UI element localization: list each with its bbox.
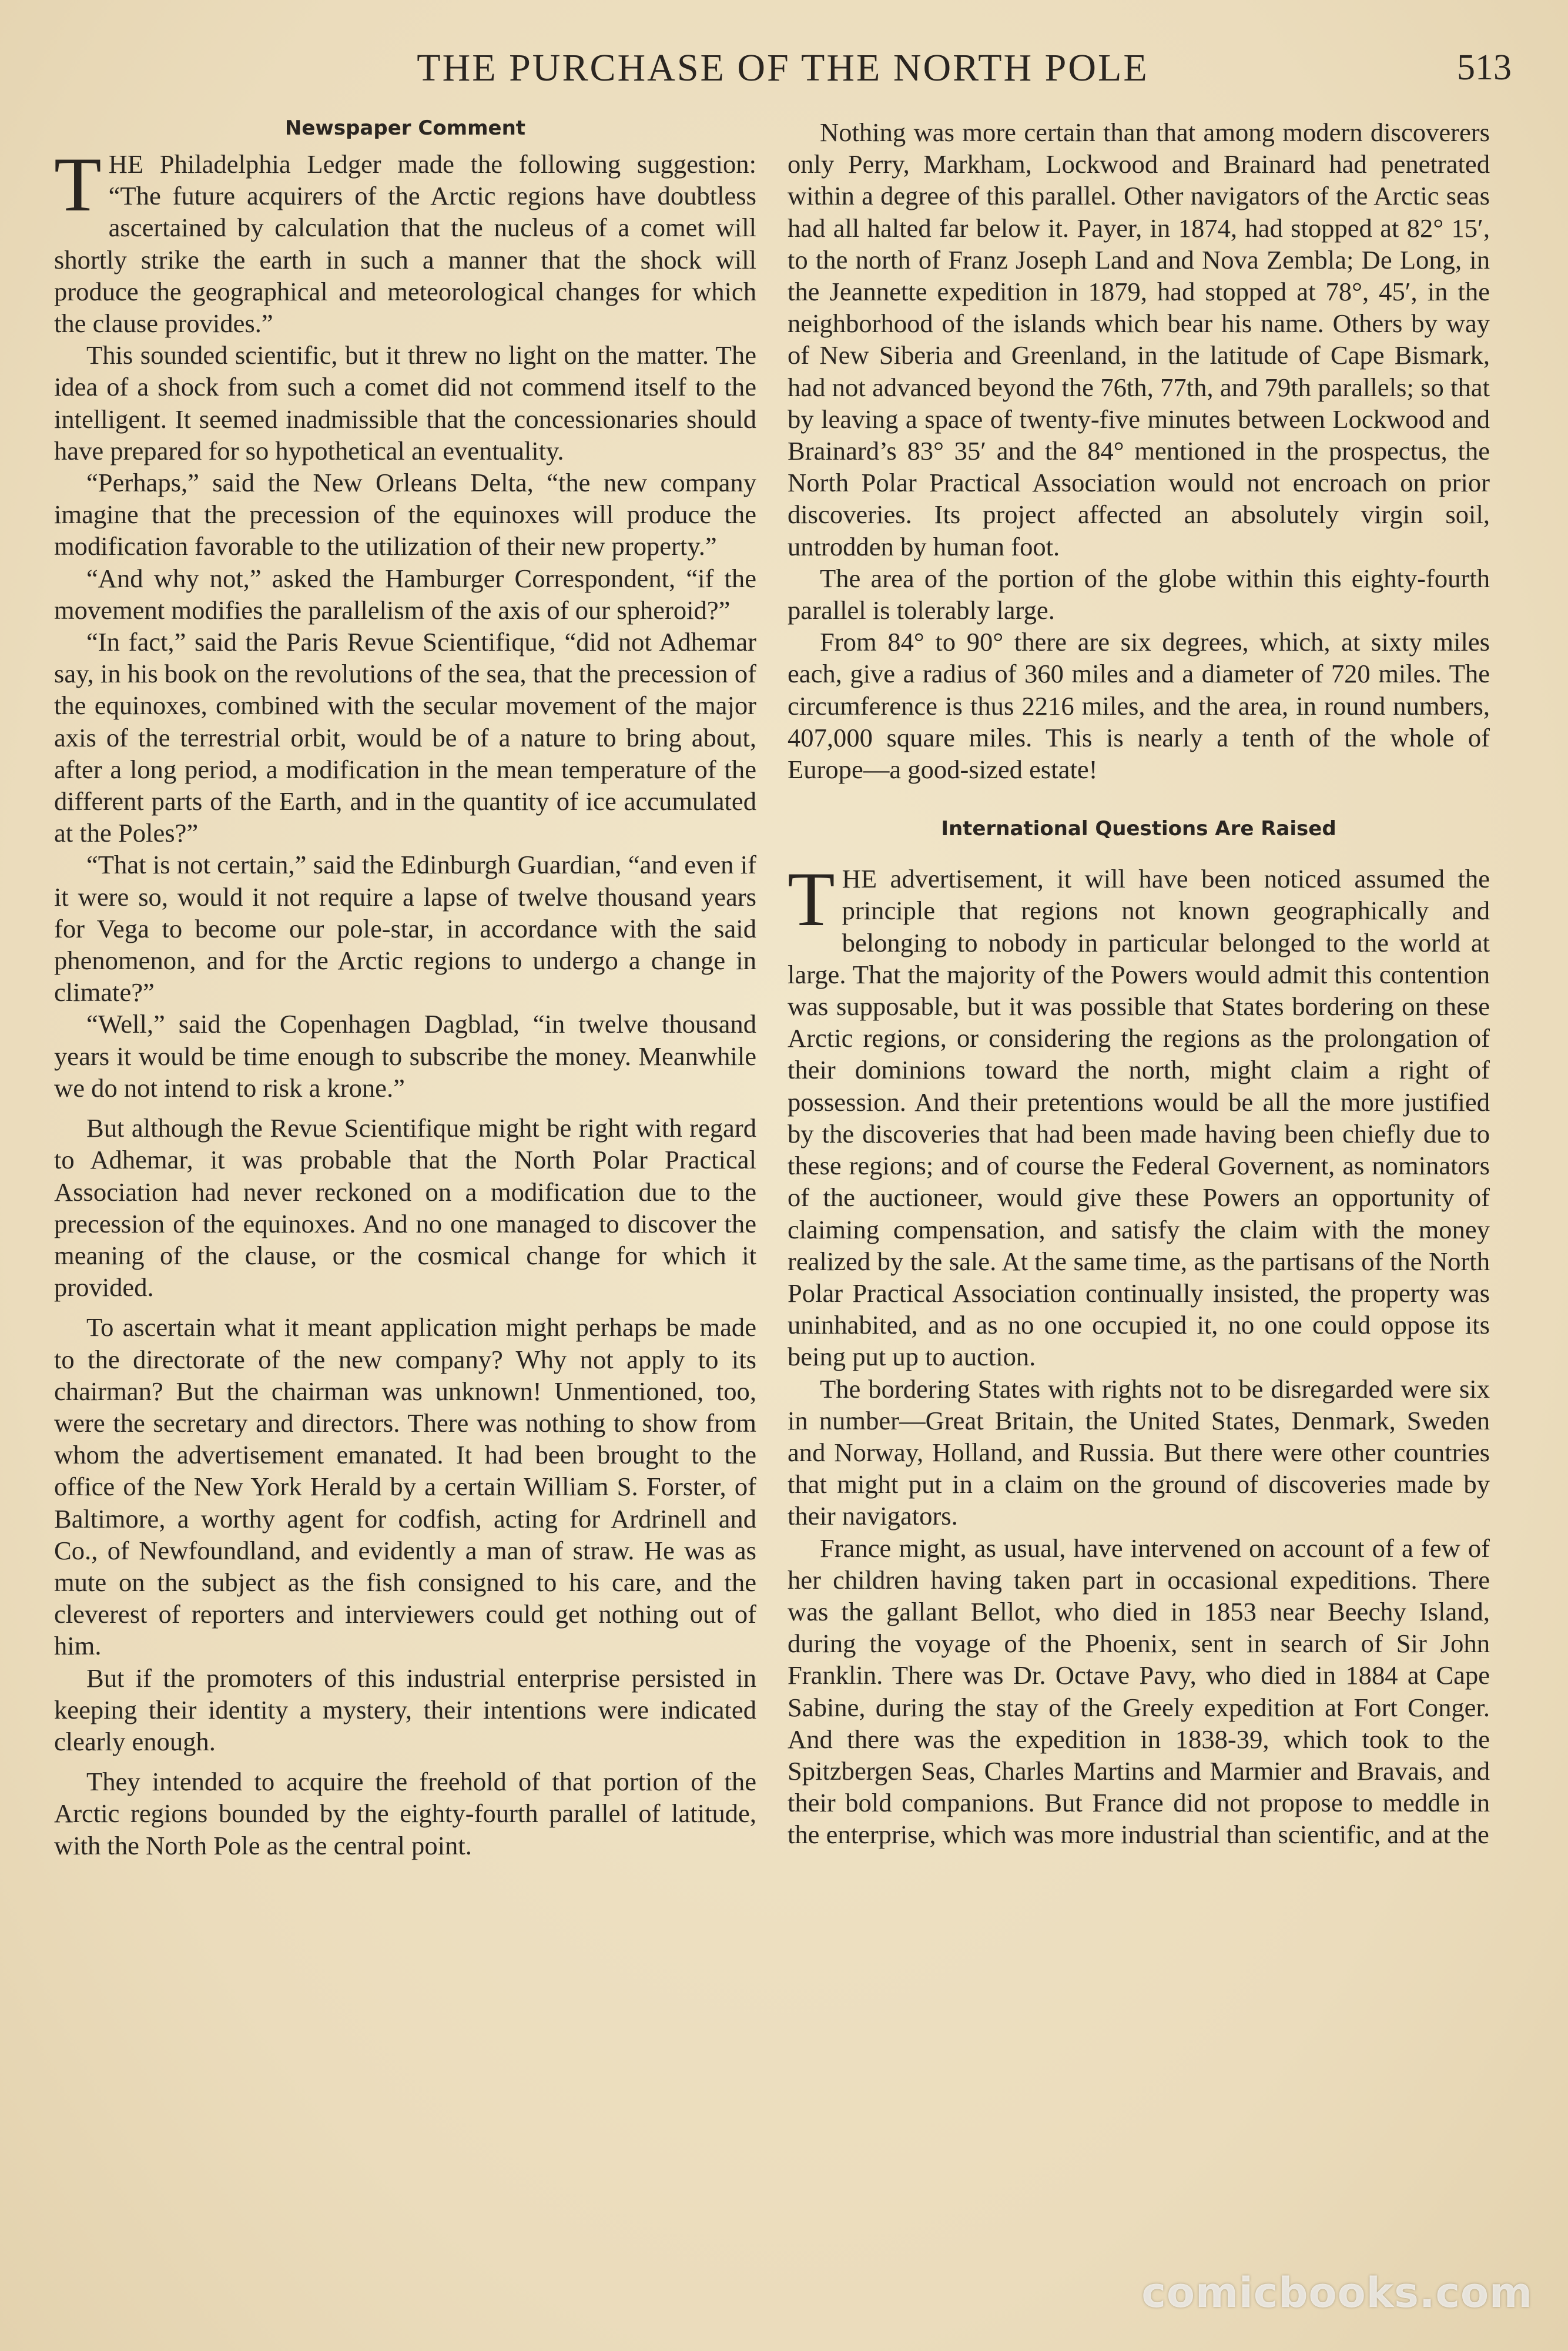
right-column: [788, 116, 1490, 1851]
paragraph: They intended to acquire the freehold of that portion of the Arctic regions bounded by the eighty-fourth parallel of latitude, with the North Pole as the central point.: [54, 1767, 756, 1860]
paragraph: “That is not certain,” said the Edinburgh Guardian, “and even if it were so, would it not require a lapse of twelve thousand years for Vega to become our pole-star, in accordance with the said phenomenon, and for the Arctic regions to undergo a change in climate?”: [54, 850, 756, 1007]
drop-cap: T: [54, 141, 102, 227]
paragraph: This sounded scientific, but it threw no light on the matter. The idea of a shock from such a comet did not commend itself to the intelligent. It seemed inadmissible that the concessionaries should have prepared for so hypothetical an eventuality.: [54, 340, 756, 465]
paragraph: Nothing was more certain than that among modern discoverers only Perry, Markham, Lockwood and Brainard had penetrated within a degree of this parallel. Other navigators of the Arctic seas had all halted far below it. Payer, in 1874, had stopped at 82° 15′, to the north of Franz Joseph Land and Nova Zembla; De Long, in the Jeannette expedition in 1879, had stopped at 78°, 45′, in the neighborhood of the islands which bear his name. Others by way of New Siberia and Greenland, in the latitude of Cape Bismark, had not advanced beyond the 76th, 77th, and 79th parallels; so that by leaving a space of twenty-five minutes between Lockwood and Brainard’s 83° 35′ and the 84° mentioned in the prospectus, the North Polar Practical Association would not encroach on prior discoveries. Its project affected an absolutely virgin soil, untrodden by human foot.: [788, 118, 1490, 561]
paragraph: “Well,” said the Copenhagen Dagblad, “in twelve thousand years it would be time enough to subscribe the money. Meanwhile we do not intend to risk a krone.”: [54, 1009, 756, 1103]
running-header: [54, 46, 1512, 99]
paragraph: “And why not,” asked the Hamburger Correspondent, “if the movement modifies the parallelism of the axis of our spheroid?”: [54, 563, 756, 625]
paragraph: But if the promoters of this industrial enterprise persisted in keeping their identity a mystery, their intentions were indicated clearly enough.: [54, 1663, 756, 1756]
paragraph-with-dropcap: [788, 856, 1490, 1372]
section-heading-international-questions: International Questions Are Raised: [941, 817, 1336, 841]
paragraph: “Perhaps,” said the New Orleans Delta, “the new company imagine that the precession of the equinoxes will produce the modification favorable to the utilization of their new property.”: [54, 468, 756, 561]
paragraph: The bordering States with rights not to be disregarded were six in number—Great Britain, the United States, Denmark, Sweden and Norway, Holland, and Russia. But there were other countries that might put in a claim on the ground of discoveries made by their navigators.: [788, 1374, 1490, 1531]
paragraph: “In fact,” said the Paris Revue Scientifique, “did not Adhemar say, in his book on the revolutions of the sea, that the precession of the equinoxes, combined with the secular movement of the major axis of the terrestrial orbit, would be of a nature to bring about, after a long period, a modification in the mean temperature of the different parts of the Earth, and in the quantity of ice accumulated at the Poles?”: [54, 627, 756, 848]
drop-cap: T: [788, 856, 835, 943]
paragraph-text: HE Philadelphia Ledger made the following suggestion: “The future acquirers of the Arctic regions have doubtless ascertained by calculation that the nucleus of a comet will shortly strike the earth in such a manner that the shock will produce the geographical and meteorological changes for which the clause provides.”: [54, 149, 756, 339]
left-column: [54, 115, 756, 1861]
paragraph: The area of the portion of the globe within this eighty-fourth parallel is tolerably large.: [788, 563, 1490, 625]
paragraph: France might, as usual, have intervened on account of a few of her children having taken part in occasional expeditions. There was the gallant Bellot, who died in 1853 near Beechy Island, during the voyage of the Phoenix, sent in search of Sir John Franklin. There was Dr. Octave Pavy, who died in 1884 at Cape Sabine, during the stay of the Greely expedition at Fort Conger. And there was the expedition in 1838-39, which took to the Spitzbergen Seas, Charles Martins and Marmier and Bravais, and their bold companions. But France did not propose to meddle in the enterprise, which was more industrial than scientific, and at the: [788, 1533, 1490, 1850]
paragraph: To ascertain what it meant application might perhaps be made to the directorate of the new company? Why not apply to its chairman? But the chairman was unknown! Unmentioned, too, were the secretary and directors. There was nothing to show from whom the advertisement emanated. It had been brought to the office of the New York Herald by a certain William S. Forster, of Baltimore, a worthy agent for codfish, acting for Ardrinell and Co., of Newfoundland, and evidently a man of straw. He was as mute on the subject as the fish consigned to his care, and the cleverest of reporters and interviewers could get nothing out of him.: [54, 1312, 756, 1661]
section-heading-newspaper-comment: Newspaper Comment: [284, 116, 526, 140]
paragraph: But although the Revue Scientifique might be right with regard to Adhemar, it was probable that the North Polar Practical Association had never reckoned on a modification due to the precession of the equinoxes. And no one managed to discover the meaning of the clause, or the cosmical change for which it provided.: [54, 1113, 756, 1302]
paragraph: From 84° to 90° there are six degrees, which, at sixty miles each, give a radius of 360 miles and a diameter of 720 miles. The circumference is thus 2216 miles, and the area, in round numbers, 407,000 square miles. This is nearly a tenth of the whole of Europe—a good-sized estate!: [788, 627, 1490, 785]
page-title: THE PURCHASE OF THE NORTH POLE: [417, 46, 1149, 89]
paragraph-text: HE advertisement, it will have been noticed assumed the principle that regions not known geographically and belonging to nobody in particular belonged to the world at large. That the majority of the Powers would admit this contention was supposable, but it was possible that States bordering on these Arctic regions, or considering the regions as the prolongation of their dominions toward the north, might claim a right of possession. And their pretentions would be all the more justified by the discoveries that had been made having been chiefly due to these regions; and of course the Federal Governent, as nominators of the auctioneer, would give these Powers an opportunity of claiming compensation, and satisfy the claim with the money realized by the sale. At the same time, as the partisans of the North Polar Practical Association continually insisted, the property was uninhabited, and as no one occupied it, no one could oppose its being put up to auction.: [788, 864, 1490, 1372]
page-number: 513: [1457, 48, 1512, 88]
watermark: comicbooks.com: [1141, 2269, 1533, 2317]
paragraph-with-dropcap: [54, 141, 756, 339]
